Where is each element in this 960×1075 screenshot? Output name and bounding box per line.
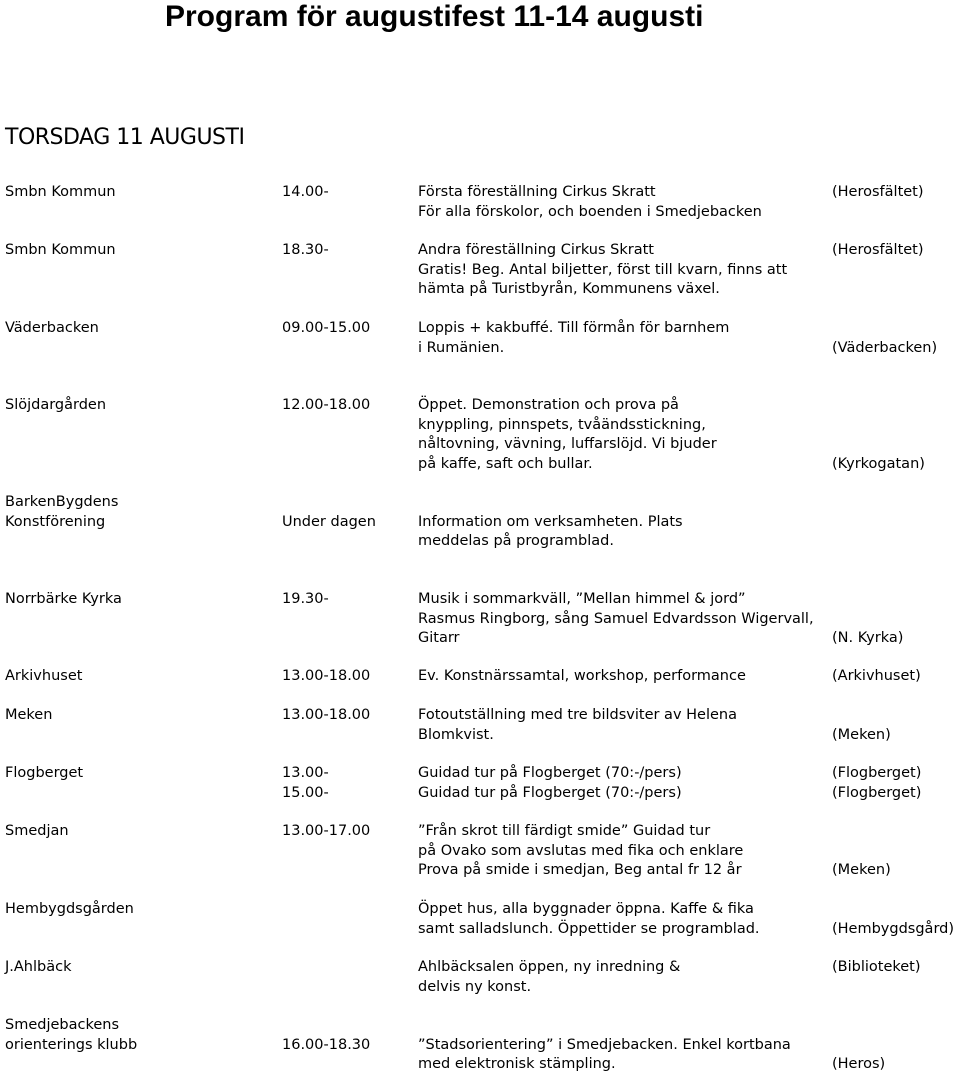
event-time: [282, 396, 370, 416]
event-location: [832, 183, 924, 203]
event-description: [418, 764, 682, 803]
event-description-line: på Ovako som avslutas med fika och enklare: [418, 842, 744, 859]
organizer: [5, 764, 83, 784]
day-heading: TORSDAG 11 AUGUSTI: [5, 125, 245, 150]
event-description-line: på kaffe, saft och bullar.: [418, 455, 593, 472]
organizer-line: Flogberget: [5, 765, 84, 781]
event-description: [418, 183, 762, 222]
event-location-line: (Flogberget): [832, 784, 922, 801]
program-entry: [0, 706, 960, 743]
event-description: [418, 513, 683, 552]
organizer-line: Smedjan: [5, 823, 69, 839]
event-description-line: ”Stadsorientering” i Smedjebacken. Enkel kortbana: [418, 1036, 791, 1053]
event-description: [418, 900, 760, 939]
event-description: [418, 241, 787, 300]
event-time: [282, 183, 329, 203]
event-location-line: (Meken): [832, 862, 891, 878]
event-location-line: (N. Kyrka): [832, 630, 904, 646]
event-description-line: Prova på smide i smedjan, Beg antal fr 12 år: [418, 862, 742, 878]
event-location-line: (Kyrkogatan): [832, 455, 925, 472]
program-entry: [0, 590, 960, 646]
program-entry: [0, 822, 960, 878]
event-location: [832, 726, 891, 746]
program-entry: [0, 900, 960, 937]
event-time: [282, 319, 370, 339]
event-time-line: 13.00-17.00: [282, 823, 371, 839]
event-description-line: Andra föreställning Cirkus Skratt: [418, 242, 654, 258]
program-entry: [0, 958, 960, 995]
event-time-line: 09.00-15.00: [282, 320, 371, 336]
event-description: [418, 822, 743, 881]
event-description-line: Gitarr: [418, 630, 460, 646]
event-time: [282, 590, 329, 610]
event-location-line: (Arkivhuset): [832, 668, 921, 684]
event-description-line: Ev. Konstnärssamtal, workshop, performance: [418, 668, 746, 684]
event-time: [282, 764, 329, 803]
event-time: [282, 822, 370, 842]
event-location: [832, 339, 937, 359]
event-description: [418, 396, 717, 474]
event-description-line: Rasmus Ringborg, sång Samuel Edvardsson Wigervall,: [418, 610, 814, 627]
event-description-line: Musik i sommarkväll, ”Mellan himmel & jord”: [418, 591, 746, 607]
event-time-line: 14.00-: [282, 184, 329, 200]
event-description-line: meddelas på programblad.: [418, 533, 614, 549]
event-description-line: Blomkvist.: [418, 726, 494, 743]
event-location-line: (Herosfältet): [832, 184, 924, 200]
organizer-line: BarkenBygdens: [5, 494, 119, 510]
organizer: [5, 667, 82, 687]
program-entry: [0, 396, 960, 472]
event-location: [832, 1055, 885, 1075]
event-description: [418, 958, 680, 997]
event-location-line: (Flogberget): [832, 765, 922, 781]
event-location: [832, 920, 954, 940]
event-location: [832, 455, 925, 475]
event-description-line: nåltovning, vävning, luffarslöjd. Vi bjuder: [418, 436, 717, 452]
organizer-line: Arkivhuset: [5, 668, 83, 684]
event-description-line: hämta på Turistbyrån, Kommunens växel.: [418, 281, 720, 297]
organizer-line: Konstförening: [5, 513, 106, 530]
program-entry: [0, 319, 960, 356]
event-time-line: 13.00-18.00: [282, 668, 371, 684]
program-entry: [0, 241, 960, 297]
organizer-line: J.Ahlbäck: [5, 959, 72, 975]
event-description-line: delvis ny konst.: [418, 978, 532, 995]
event-description-line: Guidad tur på Flogberget (70:-/pers): [418, 765, 682, 781]
event-time-line: 15.00-: [282, 784, 329, 801]
event-time: [282, 706, 370, 726]
program-entry: [0, 1016, 960, 1072]
event-description-line: Första föreställning Cirkus Skratt: [418, 184, 656, 200]
event-location-line: (Herosfältet): [832, 242, 924, 258]
organizer-line: Smbn Kommun: [5, 242, 116, 258]
organizer: [5, 590, 122, 610]
event-description-line: i Rumänien.: [418, 339, 505, 356]
event-description-line: För alla förskolor, och boenden i Smedjebacken: [418, 203, 762, 220]
event-time-line: Under dagen: [282, 513, 376, 530]
event-location-line: (Biblioteket): [832, 959, 921, 975]
event-location: [832, 764, 921, 803]
organizer: [5, 493, 118, 532]
event-description-line: knyppling, pinnspets, tvåändsstickning,: [418, 416, 706, 433]
event-time: [282, 1036, 370, 1056]
event-location-line: (Meken): [832, 726, 891, 743]
organizer-line: Smbn Kommun: [5, 184, 116, 200]
organizer: [5, 958, 71, 978]
page-title: Program för augustifest 11-14 augusti: [165, 0, 704, 33]
organizer-line: Norrbärke Kyrka: [5, 591, 122, 607]
event-description: [418, 1036, 791, 1075]
event-description-line: Ahlbäcksalen öppen, ny inredning &: [418, 959, 681, 975]
event-description-line: samt salladslunch. Öppettider se programblad.: [418, 920, 760, 937]
program-entry: [0, 183, 960, 220]
event-location-line: (Väderbacken): [832, 339, 938, 356]
event-description-line: Information om verksamheten. Plats: [418, 513, 683, 530]
event-time-line: 12.00-18.00: [282, 397, 371, 413]
organizer-line: Meken: [5, 707, 53, 723]
event-time-line: 13.00-: [282, 765, 329, 781]
organizer: [5, 241, 116, 261]
event-description-line: Guidad tur på Flogberget (70:-/pers): [418, 784, 682, 801]
organizer: [5, 1016, 137, 1055]
event-description: [418, 319, 729, 358]
organizer: [5, 706, 52, 726]
event-location: [832, 861, 891, 881]
organizer-line: Slöjdargården: [5, 397, 107, 413]
event-description: [418, 667, 746, 687]
event-time-line: 16.00-18.30: [282, 1036, 371, 1053]
event-description-line: med elektronisk stämpling.: [418, 1056, 616, 1072]
event-location: [832, 958, 921, 978]
event-time-line: 19.30-: [282, 591, 329, 607]
event-time: [282, 241, 329, 261]
event-description-line: Öppet hus, alla byggnader öppna. Kaffe & fika: [418, 901, 754, 917]
organizer: [5, 822, 69, 842]
event-location: [832, 667, 921, 687]
event-time: [282, 667, 370, 687]
organizer-line: Väderbacken: [5, 320, 99, 336]
event-time-line: 18.30-: [282, 242, 329, 258]
event-description-line: Öppet. Demonstration och prova på: [418, 397, 679, 413]
event-description-line: Loppis + kakbuffé. Till förmån för barnhem: [418, 320, 730, 336]
event-location-line: (Hembygdsgård): [832, 920, 955, 937]
event-description-line: Fotoutställning med tre bildsviter av Helena: [418, 707, 737, 723]
organizer-line: Hembygdsgården: [5, 901, 134, 917]
event-time: [282, 513, 376, 533]
organizer: [5, 183, 116, 203]
organizer: [5, 900, 134, 920]
event-description: [418, 590, 814, 649]
organizer-line: orienterings klubb: [5, 1036, 138, 1053]
event-location-line: (Heros): [832, 1056, 886, 1072]
event-time-line: 13.00-18.00: [282, 707, 371, 723]
program-entry: [0, 764, 960, 801]
event-description-line: Gratis! Beg. Antal biljetter, först till kvarn, finns att: [418, 261, 788, 278]
organizer-line: Smedjebackens: [5, 1017, 120, 1033]
event-location: [832, 241, 924, 261]
event-description: [418, 706, 737, 745]
organizer: [5, 396, 106, 416]
program-entry: [0, 667, 960, 684]
event-location: [832, 629, 903, 649]
program-entry: [0, 493, 960, 549]
event-description-line: ”Från skrot till färdigt smide” Guidad tur: [418, 823, 711, 839]
organizer: [5, 319, 99, 339]
